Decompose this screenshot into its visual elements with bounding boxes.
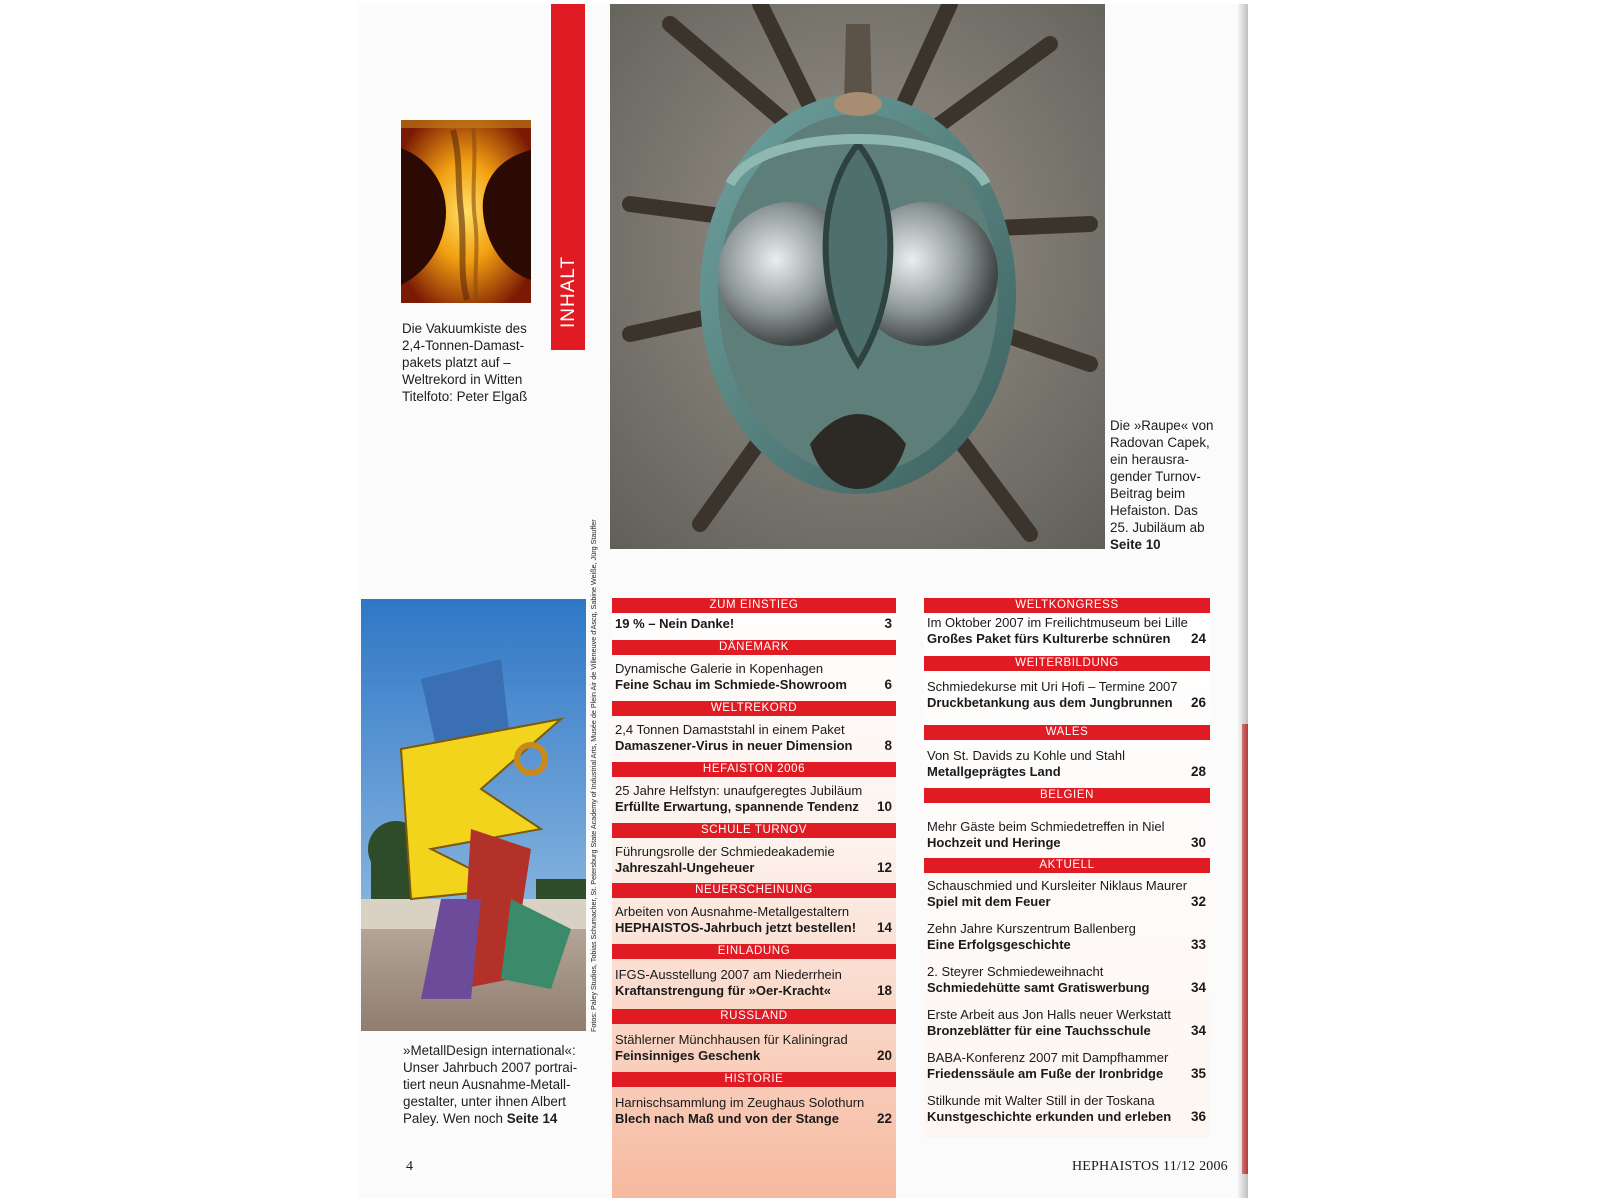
toc-entry-subtitle: Zehn Jahre Kurszentrum Ballenberg — [927, 921, 1136, 936]
raupe-caption — [1110, 417, 1222, 553]
toc-entry[interactable] — [924, 615, 1210, 647]
caption-line: Unser Jahrbuch 2007 portrai- — [403, 1060, 578, 1075]
toc-section-header: RUSSLAND — [612, 1009, 896, 1024]
caption-line: gestalter, unter ihnen Albert — [403, 1094, 567, 1109]
metalldesign-caption — [403, 1042, 583, 1127]
toc-entry-page: 34 — [1190, 1023, 1206, 1038]
page-number: 4 — [406, 1159, 413, 1174]
toc-entry-subtitle: Im Oktober 2007 im Freilichtmuseum bei Lille — [927, 615, 1188, 630]
toc-entry-page: 6 — [884, 677, 892, 692]
toc-section-header: SCHULE TURNOV — [612, 823, 896, 838]
toc-section-header: NEUERSCHEINUNG — [612, 883, 896, 898]
toc-entry-subtitle: Arbeiten von Ausnahme-Metallgestaltern — [615, 904, 850, 919]
toc-entry[interactable] — [612, 1095, 896, 1127]
toc-entry-page: 33 — [1190, 937, 1206, 952]
toc-section — [612, 1072, 896, 1127]
toc-entry[interactable] — [924, 964, 1210, 996]
toc-entry-title: Feine Schau im Schmiede-Showroom — [615, 677, 847, 692]
toc-entry-page: 20 — [876, 1048, 892, 1063]
toc-entry-title: HEPHAISTOS-Jahrbuch jetzt bestellen! — [615, 920, 857, 935]
toc-entry-title: Kunstgeschichte erkunden und erleben — [927, 1109, 1172, 1124]
toc-entry-page: 36 — [1190, 1109, 1206, 1124]
toc-entry-title: Damaszener-Virus in neuer Dimension — [615, 738, 853, 753]
toc-section — [924, 858, 1210, 1125]
toc-entry-title: Bronzeblätter für eine Tauchsschule — [927, 1023, 1151, 1038]
caption-line: Weltrekord in Witten — [402, 372, 523, 387]
toc-section — [612, 823, 896, 876]
toc-section — [612, 762, 896, 815]
toc-entry-title: Schmiedehütte samt Gratiswerbung — [927, 980, 1150, 995]
toc-entry[interactable] — [924, 878, 1210, 910]
toc-entry[interactable] — [612, 722, 896, 754]
toc-entry-subtitle: Von St. Davids zu Kohle und Stahl — [927, 748, 1126, 763]
caption-line: gender Turnov- — [1110, 469, 1201, 484]
toc-section — [612, 598, 896, 632]
caption-line: pakets platzt auf – — [402, 355, 511, 370]
toc-entry[interactable] — [612, 904, 896, 936]
toc-section-header: HEFAISTON 2006 — [612, 762, 896, 777]
toc-entry-page: 35 — [1190, 1066, 1206, 1081]
toc-section-header: WELTKONGRESS — [924, 598, 1210, 613]
toc-section-header: BELGIEN — [924, 788, 1210, 803]
caption-line: Die Vakuumkiste des — [402, 321, 527, 336]
caption-line: 25. Jubiläum ab — [1110, 520, 1205, 535]
toc-entry-subtitle: IFGS-Ausstellung 2007 am Niederrhein — [615, 967, 842, 982]
toc-entry-page: 10 — [876, 799, 892, 814]
toc-entry[interactable] — [924, 1093, 1210, 1125]
toc-section — [612, 1009, 896, 1064]
toc-entry[interactable] — [924, 679, 1210, 711]
toc-entry-page: 3 — [884, 616, 892, 631]
toc-entry-page: 8 — [884, 738, 892, 753]
toc-entry-page: 28 — [1190, 764, 1206, 779]
toc-entry-title: Druckbetankung aus dem Jungbrunnen — [927, 695, 1173, 710]
toc-entry-title: Erfüllte Erwartung, spannende Tendenz — [615, 799, 859, 814]
toc-section-header: WELTREKORD — [612, 701, 896, 716]
toc-entry-subtitle: Stählerner Münchhausen für Kaliningrad — [615, 1032, 848, 1047]
toc-entry-subtitle: BABA-Konferenz 2007 mit Dampfhammer — [927, 1050, 1169, 1065]
caption-line: Titelfoto: Peter Elgaß — [402, 389, 528, 404]
toc-entry[interactable] — [612, 661, 896, 693]
toc-entry-title: Metallgeprägtes Land — [927, 764, 1061, 779]
caption-line: Paley. Wen noch — [403, 1111, 503, 1126]
toc-entry-subtitle: Erste Arbeit aus Jon Halls neuer Werkstatt — [927, 1007, 1171, 1022]
toc-section-header: DÄNEMARK — [612, 640, 896, 655]
toc-entry-page: 14 — [876, 920, 892, 935]
toc-entry-subtitle: 25 Jahre Helfstyn: unaufgeregtes Jubiläum — [615, 783, 863, 798]
toc-entry-subtitle: Dynamische Galerie in Kopenhagen — [615, 661, 824, 676]
toc-section — [924, 788, 1210, 851]
toc-section-header: WEITERBILDUNG — [924, 656, 1210, 671]
toc-entry-page: 30 — [1190, 835, 1206, 850]
toc-entry[interactable] — [612, 616, 896, 632]
photo-credit — [587, 519, 601, 1032]
toc-entry[interactable] — [924, 921, 1210, 953]
toc-entry[interactable] — [924, 1050, 1210, 1082]
toc-entry-subtitle: Führungsrolle der Schmiedeakademie — [615, 844, 835, 859]
caption-line: Beitrag beim — [1110, 486, 1186, 501]
page-edge-shadow — [1242, 724, 1248, 1174]
toc-entry[interactable] — [612, 967, 896, 999]
toc-entry-subtitle: Harnischsammlung im Zeughaus Solothurn — [615, 1095, 865, 1110]
toc-section-header: HISTORIE — [612, 1072, 896, 1087]
metalldesign-sculpture-photo — [361, 599, 586, 1031]
toc-entry[interactable] — [924, 1007, 1210, 1039]
toc-entry-subtitle: Schmiedekurse mit Uri Hofi – Termine 2007 — [927, 679, 1178, 694]
toc-section-header: ZUM EINSTIEG — [612, 598, 896, 613]
toc-entry-subtitle: 2. Steyrer Schmiedeweihnacht — [927, 964, 1104, 979]
toc-section — [612, 640, 896, 693]
toc-entry-title: Eine Erfolgsgeschichte — [927, 937, 1071, 952]
vakuumkiste-photo — [401, 120, 531, 303]
toc-entry-title: Feinsinniges Geschenk — [615, 1048, 761, 1063]
journal-issue: HEPHAISTOS 11/12 2006 — [1072, 1159, 1228, 1174]
caption-line: Radovan Capek, — [1110, 435, 1210, 450]
toc-section — [612, 944, 896, 999]
toc-entry-title: 19 % – Nein Danke! — [615, 616, 735, 631]
toc-section-header: WALES — [924, 725, 1210, 740]
caption-line: »MetallDesign international«: — [403, 1043, 576, 1058]
toc-entry-subtitle: Schauschmied und Kursleiter Niklaus Maurer — [927, 878, 1188, 893]
toc-section — [924, 725, 1210, 780]
toc-entry-title: Kraftanstrengung für »Oer-Kracht« — [615, 983, 831, 998]
toc-entry-title: Jahreszahl-Ungeheuer — [615, 860, 755, 875]
toc-entry-page: 22 — [876, 1111, 892, 1126]
toc-section — [924, 656, 1210, 711]
photo-credit-text: Fotos: Paley Studios, Tobias Schumacher, St. Petersburg State Academy of Industrial Arts, Musée de Plein Air de Villeneuve d'Ascq, Sabine Weiße, Jürg Stauffer — [589, 519, 598, 1032]
toc-section — [612, 701, 896, 754]
toc-entry-title: Blech nach Maß und von der Stange — [615, 1111, 839, 1126]
vakuumkiste-caption — [402, 320, 542, 405]
toc-entry-title: Hochzeit und Heringe — [927, 835, 1061, 850]
toc-entry-page: 12 — [876, 860, 892, 875]
toc-section — [924, 598, 1210, 647]
caption-page-ref: Seite 14 — [506, 1111, 558, 1126]
raupe-sculpture-photo — [610, 4, 1105, 549]
toc-entry-page: 24 — [1190, 631, 1206, 646]
toc-entry-page: 32 — [1190, 894, 1206, 909]
magazine-page — [358, 4, 1248, 1198]
caption-line: 2,4-Tonnen-Damast- — [402, 338, 525, 353]
toc-section — [612, 883, 896, 936]
inhalt-label-bar — [551, 4, 585, 350]
caption-line: tiert neun Ausnahme-Metall- — [403, 1077, 571, 1092]
toc-section-header: AKTUELL — [924, 858, 1210, 873]
toc-entry[interactable] — [612, 844, 896, 876]
caption-line: ein herausra- — [1110, 452, 1189, 467]
toc-entry-page: 18 — [876, 983, 892, 998]
toc-entry-subtitle: 2,4 Tonnen Damaststahl in einem Paket — [615, 722, 845, 737]
toc-column-left — [612, 598, 896, 1198]
toc-entry[interactable] — [924, 819, 1210, 851]
toc-section-header: EINLADUNG — [612, 944, 896, 959]
toc-column-right — [924, 598, 1210, 1138]
toc-entry-subtitle: Mehr Gäste beim Schmiedetreffen in Niel — [927, 819, 1165, 834]
toc-entry[interactable] — [612, 1032, 896, 1064]
caption-line: Hefaiston. Das — [1110, 503, 1198, 518]
toc-entry-title: Spiel mit dem Feuer — [927, 894, 1051, 909]
toc-entry-page: 34 — [1190, 980, 1206, 995]
toc-entry[interactable] — [612, 783, 896, 815]
caption-line: Die »Raupe« von — [1110, 418, 1214, 433]
toc-entry-title: Friedenssäule am Fuße der Ironbridge — [927, 1066, 1164, 1081]
toc-entry-page: 26 — [1190, 695, 1206, 710]
toc-entry-subtitle: Stilkunde mit Walter Still in der Toskana — [927, 1093, 1155, 1108]
toc-entry[interactable] — [924, 748, 1210, 780]
toc-entry-title: Großes Paket fürs Kulturerbe schnüren — [927, 631, 1171, 646]
caption-page-ref: Seite 10 — [1110, 537, 1161, 552]
inhalt-label: INHALT — [558, 255, 579, 328]
